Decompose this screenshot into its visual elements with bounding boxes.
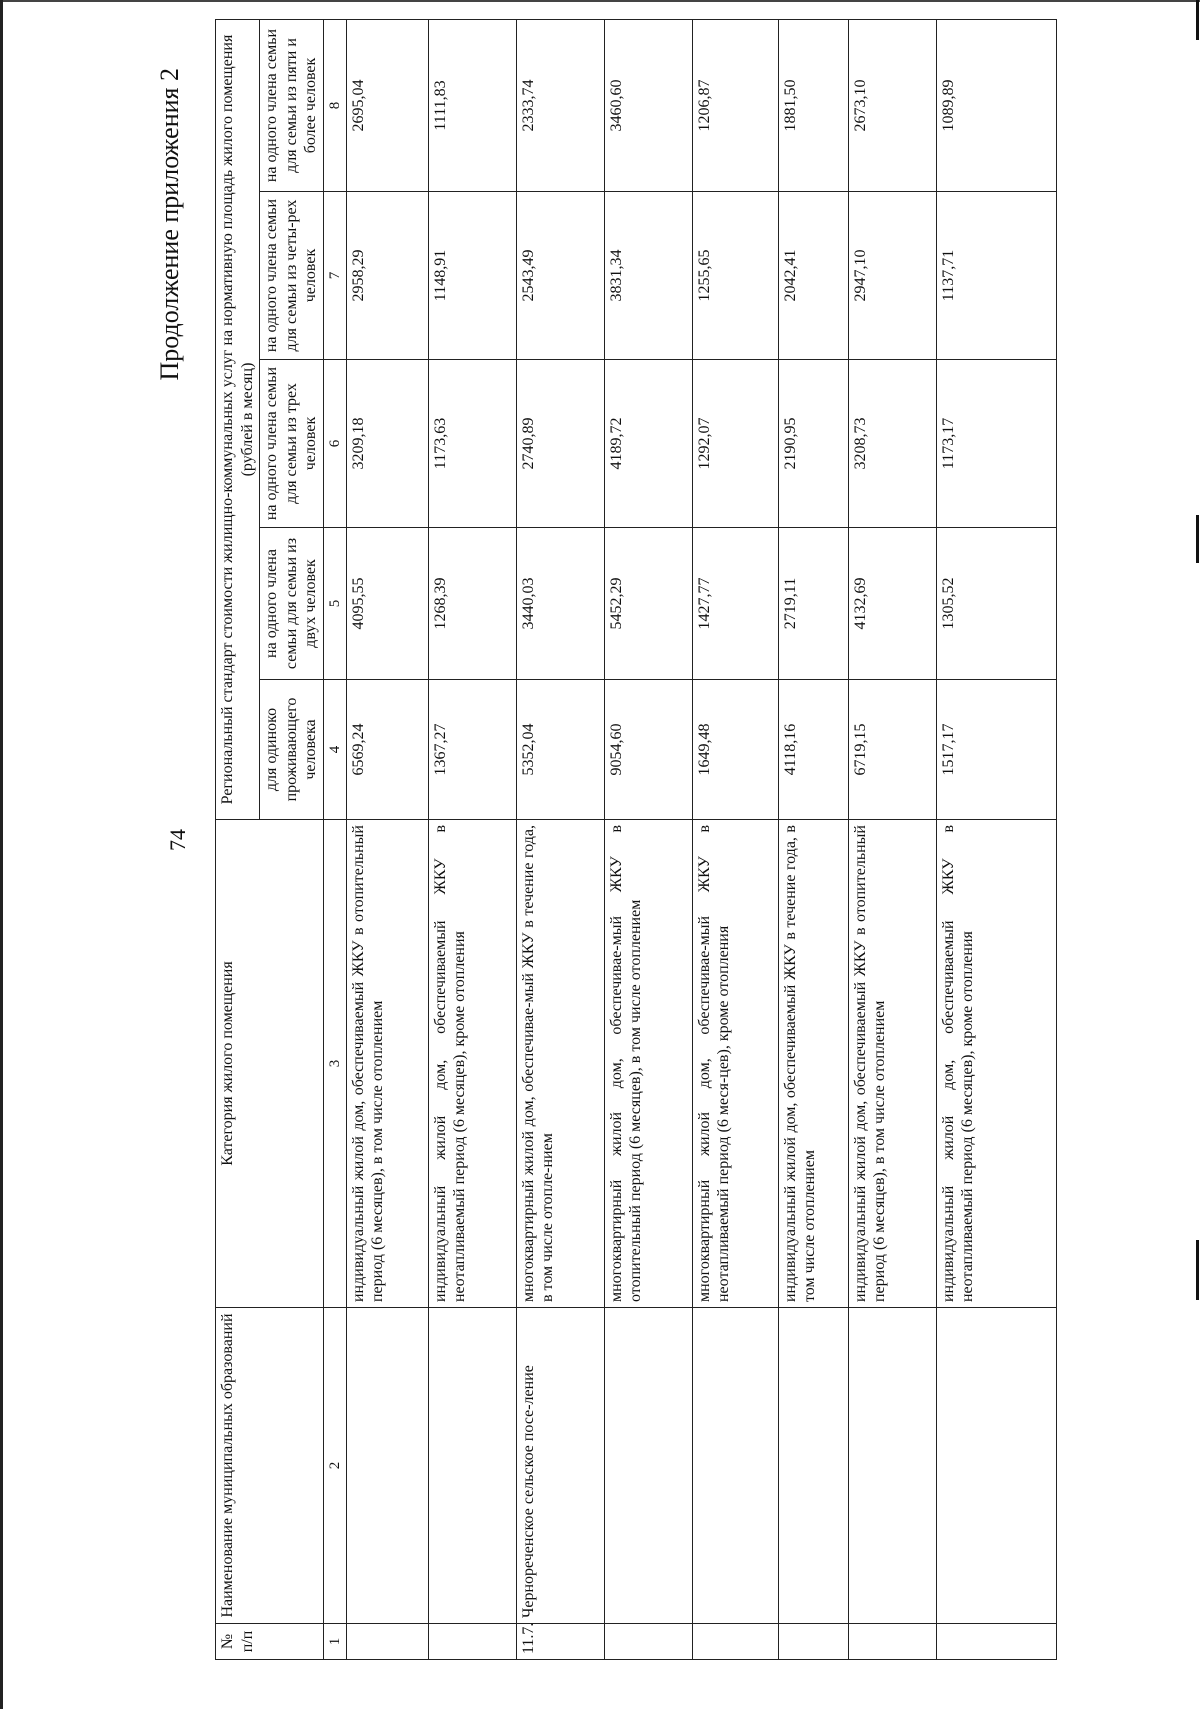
header-family3: на одного члена семьи для семьи из трех человек [260,360,324,528]
table-row [692,20,778,1660]
value-family4: 2958,29 [346,192,428,360]
value-family3: 2190,95 [778,360,848,528]
table-row [346,20,428,1660]
header-standard-group: Региональный стандарт стоимости жилищно-коммунальных услуг на нормативную площадь жилого помещения (рублей в месяц) [216,20,260,820]
row-category: многоквартирный жилой дом, обеспечивае-мый ЖКУ в отопительный период (6 месяцев), в том числе отоплением [604,820,692,1308]
rotated-page-content [155,20,1175,1660]
table-row [428,20,516,1660]
value-single: 1649,48 [692,680,778,820]
page-number: 74 [165,829,190,851]
value-single: 6569,24 [346,680,428,820]
value-single: 9054,60 [604,680,692,820]
value-single: 6719,15 [848,680,936,820]
value-family3: 1173,17 [936,360,1056,528]
value-family5: 1089,89 [936,20,1056,192]
scan-mark [1196,0,1199,40]
row-municipality [848,1308,936,1624]
value-family4: 2543,49 [516,192,604,360]
column-number: 3 [323,820,346,1308]
value-family4: 1255,65 [692,192,778,360]
value-family5: 2673,10 [848,20,936,192]
value-single: 4118,16 [778,680,848,820]
row-number: 11.7. [516,1624,604,1660]
row-municipality: Чернореченское сельское посе-ление [516,1308,604,1624]
value-family4: 2947,10 [848,192,936,360]
column-number: 8 [323,20,346,192]
row-number [692,1624,778,1660]
scan-mark [1196,515,1199,563]
row-category: многоквартирный жилой дом, обеспечивае-мый ЖКУ в течение года, в том числе отопле-нием [516,820,604,1308]
value-family5: 1881,50 [778,20,848,192]
value-family5: 3460,60 [604,20,692,192]
value-family3: 2740,89 [516,360,604,528]
value-family2: 5452,29 [604,528,692,680]
row-municipality [778,1308,848,1624]
column-number: 4 [323,680,346,820]
scan-edge-top [0,0,1200,2]
row-category: индивидуальный жилой дом, обеспечиваемый ЖКУ в отопительный период (6 месяцев), в том числе отоплением [346,820,428,1308]
scan-mark [1196,1240,1199,1300]
value-family2: 3440,03 [516,528,604,680]
value-single: 5352,04 [516,680,604,820]
table-row [604,20,692,1660]
row-category: индивидуальный жилой дом, обеспечиваемый ЖКУ в отопительный период (6 месяцев), в том числе отоплением [848,820,936,1308]
value-family5: 2333,74 [516,20,604,192]
value-family5: 2695,04 [346,20,428,192]
value-family4: 3831,34 [604,192,692,360]
value-family5: 1206,87 [692,20,778,192]
row-municipality [936,1308,1056,1624]
row-category: индивидуальный жилой дом, обеспечиваемый ЖКУ в неотапливаемый период (6 месяцев), кроме отопления [428,820,516,1308]
value-family4: 1137,71 [936,192,1056,360]
table-row [936,20,1056,1660]
row-number [604,1624,692,1660]
value-family4: 2042,41 [778,192,848,360]
value-family2: 4095,55 [346,528,428,680]
row-municipality [604,1308,692,1624]
value-family2: 1268,39 [428,528,516,680]
row-number [778,1624,848,1660]
value-single: 1367,27 [428,680,516,820]
scan-edge-left [0,0,3,1709]
row-municipality [428,1308,516,1624]
table-row [848,20,936,1660]
value-family5: 1111,83 [428,20,516,192]
value-family2: 1305,52 [936,528,1056,680]
row-category: индивидуальный жилой дом, обеспечиваемый ЖКУ в течение года, в том числе отоплением [778,820,848,1308]
table-row [778,20,848,1660]
value-family2: 2719,11 [778,528,848,680]
header-number: № п/п [216,1624,324,1660]
column-number: 2 [323,1308,346,1624]
header-municipality: Наименование муниципальных образований [216,1308,324,1624]
column-number: 5 [323,528,346,680]
value-family2: 1427,77 [692,528,778,680]
row-number [936,1624,1056,1660]
header-single: для одиноко проживающего человека [260,680,324,820]
column-number: 6 [323,360,346,528]
row-number [848,1624,936,1660]
column-number: 7 [323,192,346,360]
header-family4: на одного члена семьи для семьи из четы-рех человек [260,192,324,360]
continuation-title: Продолжение приложения 2 [155,68,184,381]
header-family5: на одного члена семьи для семьи из пяти и более человек [260,20,324,192]
value-family3: 3209,18 [346,360,428,528]
value-family2: 4132,69 [848,528,936,680]
column-number: 1 [323,1624,346,1660]
value-family3: 1292,07 [692,360,778,528]
value-family3: 4189,72 [604,360,692,528]
row-municipality [692,1308,778,1624]
row-number [428,1624,516,1660]
header-category: Категория жилого помещения [216,820,324,1308]
value-family3: 3208,73 [848,360,936,528]
row-category: индивидуальный жилой дом, обеспечиваемый ЖКУ в неотапливаемый период (6 месяцев), кроме отопления [936,820,1056,1308]
row-category: многоквартирный жилой дом, обеспечивае-мый ЖКУ в неотапливаемый период (6 меся-цев), кроме отопления [692,820,778,1308]
row-municipality [346,1308,428,1624]
value-family4: 1148,91 [428,192,516,360]
row-number [346,1624,428,1660]
table-row [516,20,604,1660]
value-single: 1517,17 [936,680,1056,820]
value-family3: 1173,63 [428,360,516,528]
header-family2: на одного члена семьи для семьи из двух человек [260,528,324,680]
tariff-table [215,19,1057,1660]
